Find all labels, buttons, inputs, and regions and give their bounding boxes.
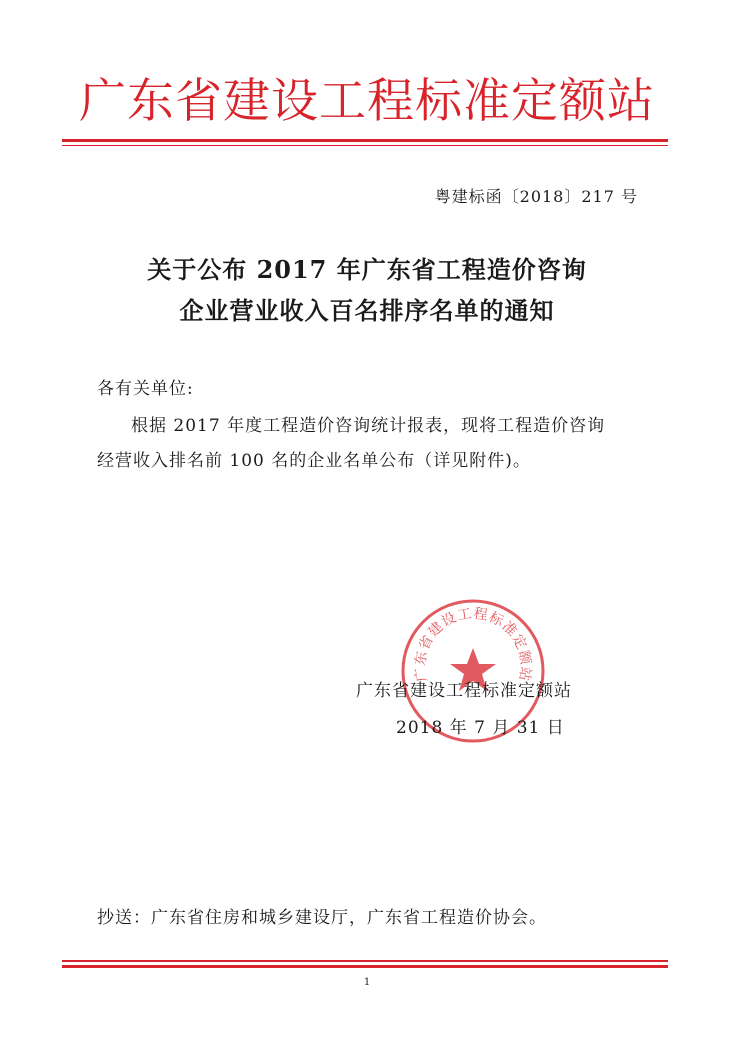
- page-number: 1: [363, 977, 371, 988]
- document-title-line-2: 企业营业收入百名排序名单的通知: [179, 296, 555, 325]
- body-line-1: 根据 2017 年度工程造价咨询统计报表，现将工程造价咨询: [131, 416, 606, 436]
- document-number: 粤建标函〔2018〕217 号: [434, 187, 638, 206]
- body-line-2: 经营收入排名前 100 名的企业名单公布（详见附件)。: [97, 451, 531, 471]
- document-title-line-1: 关于公布 2017 年广东省工程造价咨询: [147, 255, 587, 284]
- signature-organization: 广东省建设工程标准定额站: [356, 681, 572, 701]
- footer-rule-thin: [62, 960, 668, 962]
- cc-line: 抄送：广东省住房和城乡建设厅，广东省工程造价协会。: [97, 908, 547, 928]
- letterhead-title: 广东省建设工程标准定额站: [79, 74, 655, 129]
- letterhead-rule-thick: [62, 139, 668, 142]
- seal-text: 广东省建设工程标准定额站: [412, 605, 534, 683]
- letterhead-rule-thin: [62, 145, 668, 146]
- salutation: 各有关单位:: [97, 379, 194, 399]
- footer-rule-thick: [62, 965, 668, 968]
- document-title: [0, 249, 734, 331]
- body-paragraph: [97, 409, 645, 479]
- signature-date: 2018 年 7 月 31 日: [396, 718, 565, 738]
